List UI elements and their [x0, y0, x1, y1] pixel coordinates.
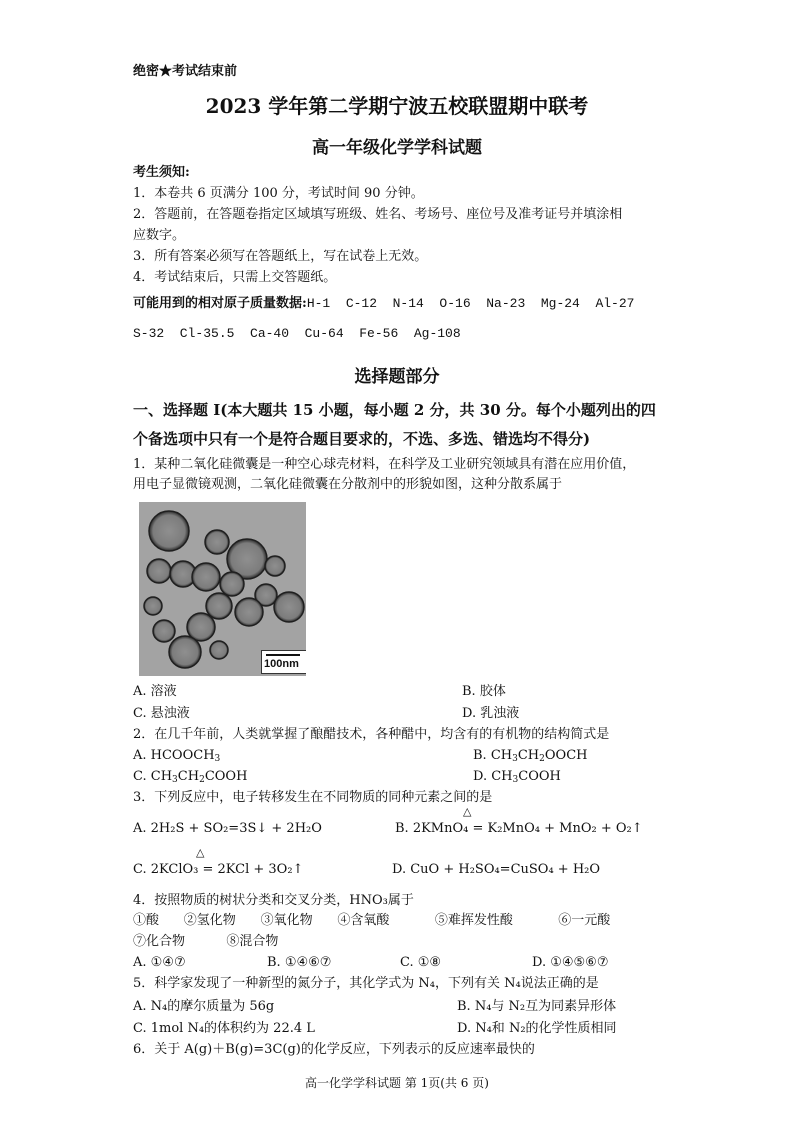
notice-item: 4．考试结束后，只需上交答题纸。: [133, 270, 337, 285]
q4-option-b: B. ①④⑥⑦: [267, 955, 332, 970]
scale-label: 100nm: [264, 658, 299, 670]
notice-item: 2．答题前，在答题卷指定区域填写班级、姓名、考场号、座位号及准考证号并填涂相: [133, 207, 623, 222]
q1-option-d: D. 乳浊液: [462, 706, 520, 721]
q2-option-a-text: A. HCOOCH: [133, 748, 215, 763]
atomic-mass-values: S-32 Cl-35.5 Ca-40 Cu-64 Fe-56 Ag-108: [133, 326, 461, 341]
scale-bar-box: [261, 650, 306, 674]
q2-option-b-text: CH: [517, 748, 540, 763]
q2-option-b-text: OOCH: [544, 748, 588, 763]
q2-option-d-text: D. CH: [473, 769, 513, 784]
q4-categories: ①酸 ②氢化物 ③氧化物 ④含氧酸 ⑤难挥发性酸 ⑥一元酸: [133, 913, 611, 928]
section-title: 选择题部分: [354, 367, 440, 387]
q5-option-a: A. N₄的摩尔质量为 56g: [133, 999, 275, 1014]
confidential-label: 绝密★考试结束前: [133, 64, 238, 79]
subscript: 3: [172, 775, 178, 785]
q2-option-d: [473, 769, 561, 788]
atomic-mass-values: H-1 C-12 N-14 O-16 Na-23 Mg-24 Al-27: [306, 296, 635, 311]
q4-option-c: C. ①⑧: [400, 955, 442, 970]
q1-stem: 用电子显微镜观测，二氧化硅微囊在分散剂中的形貌如图，这种分散系属于: [133, 477, 563, 492]
notice-heading: 考生须知:: [133, 165, 190, 180]
q2-option-c: [133, 769, 247, 788]
q6-stem: 6．关于 A(g)＋B(g)=3C(g)的化学反应，下列表示的反应速率最快的: [133, 1042, 535, 1057]
q2-option-b-text: B. CH: [473, 748, 513, 763]
subscript: 3: [512, 775, 519, 785]
q2-option-a: [133, 748, 220, 767]
q4-stem: 4．按照物质的树状分类和交叉分类，HNO₃属于: [133, 893, 414, 908]
exam-subtitle: 高一年级化学学科试题: [312, 138, 482, 158]
subscript: 3: [214, 754, 221, 764]
subscript: 2: [199, 775, 205, 785]
q5-option-c: C. 1mol N₄的体积约为 22.4 L: [133, 1021, 315, 1036]
q3-option-d: D. CuO + H₂SO₄=CuSO₄ + H₂O: [392, 862, 601, 877]
notice-item: 1．本卷共 6 页满分 100 分，考试时间 90 分钟。: [133, 186, 424, 201]
q3-option-b: [395, 821, 643, 837]
q2-option-b: [473, 748, 587, 767]
section-instruction: 个备选项中只有一个是符合题目要求的，不选、多选、错选均不得分): [133, 430, 591, 448]
heat-delta-icon: △: [196, 846, 205, 859]
notice-item: 3．所有答案必须写在答题纸上，写在试卷上无效。: [133, 249, 428, 264]
subscript: 3: [512, 754, 518, 764]
subscript: 2: [539, 754, 545, 764]
q3-option-b-text: B. 2KMnO₄ = K₂MnO₄ + MnO₂ + O₂↑: [395, 821, 643, 836]
q1-stem: 1．某种二氧化硅微囊是一种空心球壳材料，在科学及工业研究领域具有潜在应用价值，: [133, 457, 636, 472]
notice-item: 应数字。: [133, 228, 186, 243]
micrograph-image: [139, 502, 306, 676]
q4-option-a: A. ①④⑦: [133, 955, 186, 970]
q4-categories: ⑦化合物 ⑧混合物: [133, 934, 279, 949]
q1-option-c: C. 悬浊液: [133, 706, 190, 721]
section-instruction: 一、选择题 I(本大题共 15 小题，每小题 2 分，共 30 分。每个小题列出的四: [133, 401, 656, 419]
q5-stem: 5．科学家发现了一种新型的氮分子，其化学式为 N₄，下列有关 N₄说法正确的是: [133, 976, 599, 991]
q2-option-c-text: CH: [177, 769, 200, 784]
page-footer: 高一化学学科试题 第 1页(共 6 页): [305, 1076, 489, 1090]
heat-delta-icon: △: [463, 805, 472, 818]
q1-option-b: B. 胶体: [462, 684, 506, 699]
q2-option-c-text: COOH: [204, 769, 248, 784]
q2-option-c-text: C. CH: [133, 769, 173, 784]
scale-bar: [266, 654, 300, 656]
q5-option-d: D. N₄和 N₂的化学性质相同: [457, 1021, 617, 1036]
q3-option-a: A. 2H₂S + SO₂=3S↓ + 2H₂O: [133, 821, 322, 836]
q3-stem: 3．下列反应中，电子转移发生在不同物质的同种元素之间的是: [133, 790, 493, 805]
q4-option-d: D. ①④⑤⑥⑦: [532, 955, 609, 970]
q2-option-d-text: COOH: [518, 769, 561, 784]
exam-title: 2023 学年第二学期宁波五校联盟期中联考: [205, 94, 589, 118]
atomic-mass-label: 可能用到的相对原子质量数据:: [133, 296, 307, 311]
q2-stem: 2．在几千年前，人类就掌握了酿醋技术，各种醋中，均含有的有机物的结构简式是: [133, 727, 610, 742]
q5-option-b: B. N₄与 N₂互为同素异形体: [457, 999, 617, 1014]
q3-option-c: C. 2KClO₃ = 2KCl + 3O₂↑: [133, 862, 304, 877]
q1-option-a: A. 溶液: [133, 684, 177, 699]
